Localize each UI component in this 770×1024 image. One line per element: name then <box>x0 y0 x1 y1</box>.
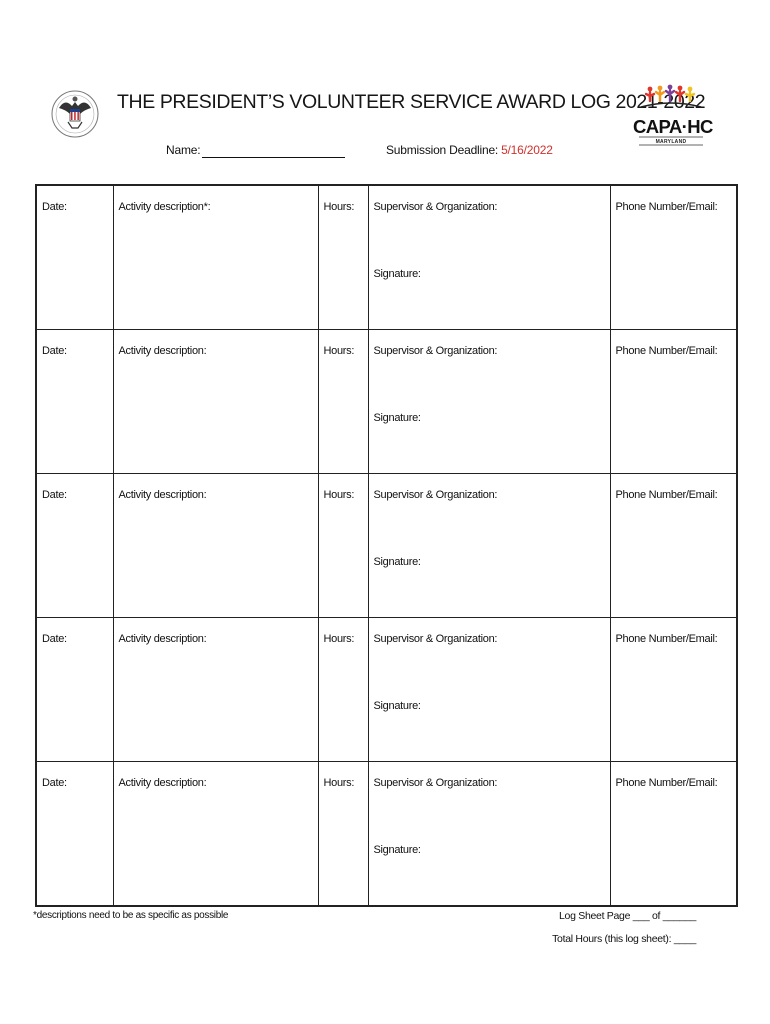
contact-label: Phone Number/Email: <box>615 489 718 501</box>
hours-label: Hours: <box>323 345 355 357</box>
footnote: *descriptions need to be as specific as possible <box>33 910 229 921</box>
volunteer-log-table <box>35 184 738 907</box>
name-field[interactable] <box>202 157 345 158</box>
hours-cell[interactable] <box>318 330 368 474</box>
hours-cell[interactable] <box>318 618 368 762</box>
page-title: THE PRESIDENT’S VOLUNTEER SERVICE AWARD LOG 2021-2022 <box>117 91 706 113</box>
hours-label: Hours: <box>323 777 355 789</box>
contact-cell[interactable] <box>610 330 737 474</box>
supervisor-label: Supervisor & Organization: <box>373 489 498 501</box>
deadline-label: Submission Deadline: <box>386 143 499 157</box>
activity-label: Activity description: <box>118 345 207 357</box>
hours-label: Hours: <box>323 633 355 645</box>
activity-label: Activity description: <box>118 489 207 501</box>
date-cell[interactable] <box>36 330 113 474</box>
logo-text: CAPA·HC <box>633 116 713 137</box>
contact-label: Phone Number/Email: <box>615 777 718 789</box>
supervisor-cell[interactable] <box>368 474 610 618</box>
activity-label: Activity description*: <box>118 201 211 213</box>
contact-label: Phone Number/Email: <box>615 633 718 645</box>
log-entry-row <box>36 185 737 330</box>
activity-cell[interactable] <box>113 618 318 762</box>
log-entry-row <box>36 330 737 474</box>
supervisor-label: Supervisor & Organization: <box>373 201 498 213</box>
signature-label: Signature: <box>373 844 421 856</box>
hours-cell[interactable] <box>318 185 368 330</box>
total-hours: Total Hours (this log sheet): ____ <box>552 933 696 945</box>
contact-label: Phone Number/Email: <box>615 201 718 213</box>
contact-cell[interactable] <box>610 474 737 618</box>
date-cell[interactable] <box>36 474 113 618</box>
supervisor-label: Supervisor & Organization: <box>373 633 498 645</box>
date-cell[interactable] <box>36 762 113 907</box>
hours-cell[interactable] <box>318 762 368 907</box>
date-label: Date: <box>42 633 67 645</box>
signature-label: Signature: <box>373 700 421 712</box>
contact-cell[interactable] <box>610 762 737 907</box>
date-cell[interactable] <box>36 185 113 330</box>
activity-cell[interactable] <box>113 762 318 907</box>
date-label: Date: <box>42 777 67 789</box>
contact-cell[interactable] <box>610 185 737 330</box>
deadline-date: 5/16/2022 <box>501 143 553 157</box>
supervisor-cell[interactable] <box>368 762 610 907</box>
hours-label: Hours: <box>323 201 355 213</box>
supervisor-cell[interactable] <box>368 185 610 330</box>
date-label: Date: <box>42 345 67 357</box>
activity-label: Activity description: <box>118 777 207 789</box>
activity-cell[interactable] <box>113 185 318 330</box>
signature-label: Signature: <box>373 412 421 424</box>
supervisor-cell[interactable] <box>368 618 610 762</box>
hours-label: Hours: <box>323 489 355 501</box>
date-label: Date: <box>42 201 67 213</box>
contact-label: Phone Number/Email: <box>615 345 718 357</box>
log-entry-row <box>36 762 737 907</box>
date-label: Date: <box>42 489 67 501</box>
supervisor-label: Supervisor & Organization: <box>373 777 498 789</box>
supervisor-cell[interactable] <box>368 330 610 474</box>
hours-cell[interactable] <box>318 474 368 618</box>
activity-cell[interactable] <box>113 330 318 474</box>
presidential-seal-icon <box>50 78 100 150</box>
submission-deadline <box>386 143 553 157</box>
name-label: Name: <box>166 143 201 157</box>
log-sheet-page: Log Sheet Page ___ of ______ <box>559 910 696 922</box>
date-cell[interactable] <box>36 618 113 762</box>
activity-label: Activity description: <box>118 633 207 645</box>
activity-cell[interactable] <box>113 474 318 618</box>
signature-label: Signature: <box>373 556 421 568</box>
signature-label: Signature: <box>373 268 421 280</box>
log-entry-row <box>36 474 737 618</box>
log-entry-row <box>36 618 737 762</box>
contact-cell[interactable] <box>610 618 737 762</box>
supervisor-label: Supervisor & Organization: <box>373 345 498 357</box>
logo-subtext: MARYLAND <box>655 139 687 145</box>
